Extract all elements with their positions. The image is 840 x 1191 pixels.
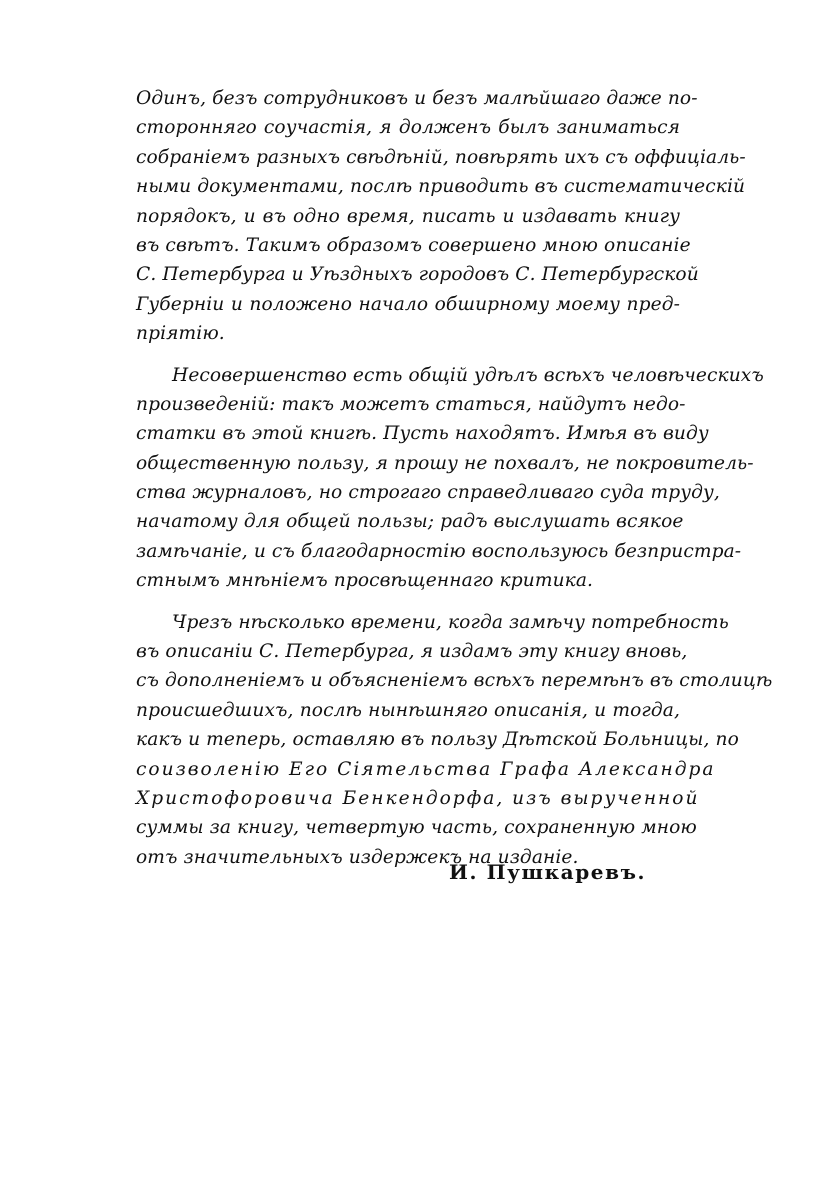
text-line: съ дополненіемъ и объясненіемъ всѣхъ перемѣнъ въ столицѣ [136,670,773,692]
text-line: происшедшихъ, послѣ нынѣшняго описанія, и тогда, [136,699,680,721]
text-line: порядокъ, и въ одно время, писать и издавать книгу [136,205,680,227]
text-line: С. Петербурга и Уѣздныхъ городовъ С. Петербургской [136,264,699,286]
text-line: Чрезъ нѣсколько времени, когда замѣчу потребность [172,611,729,633]
text-line: Несовершенство есть общій удѣлъ всѣхъ человѣческихъ [172,364,764,386]
text-line: суммы за книгу, четвертую часть, сохраненную мною [136,817,697,839]
paragraph-3 [136,608,773,873]
text-line: ными документами, послѣ приводить въ систематическій [136,176,746,198]
text-line: отъ значительныхъ издержекъ на изданіе. [136,846,579,868]
text-line: общественную пользу, я прошу не похвалъ, не покровитель- [136,452,754,474]
text-line: въ описаніи С. Петербурга, я издамъ эту книгу вновь, [136,641,688,663]
text-line: въ свѣтъ. Такимъ образомъ совершено мною описаніе [136,234,691,256]
text-line: Христофоровича Бенкендорфа, изъ вырученной [136,787,700,809]
text-line: начатому для общей пользы; радъ выслушать всякое [136,511,684,533]
text-line: замѣчаніе, и съ благодарностію воспользуюсь безпристра- [136,540,742,562]
text-line: собраніемъ разныхъ свѣдѣній, повѣрять ихъ съ оффиціаль- [136,146,746,168]
text-line: ства журналовъ, но строгаго справедливаго суда труду, [136,482,720,504]
text-line: статки въ этой книгѣ. Пусть находятъ. Имѣя въ виду [136,423,709,445]
preface-text [136,84,773,872]
text-line: Одинъ, безъ сотрудниковъ и безъ малѣйшаго даже по- [136,88,698,109]
text-line: сторонняго соучастія, я долженъ былъ заниматься [136,117,680,139]
text-line: какъ и теперь, оставляю въ пользу Дѣтской Больницы, по [136,729,739,751]
text-line: соизволенію Его Сіятельства Графа Александра [136,758,716,780]
paragraph-1 [136,84,746,349]
paragraph-2 [136,361,764,596]
author-signature: И. Пушкаревъ. [449,860,647,884]
text-line: пріятію. [136,323,225,345]
text-line: Губерніи и положено начало обширному моему пред- [136,293,680,315]
text-line: стнымъ мнѣніемъ просвѣщеннаго критика. [136,570,594,592]
text-line: произведеній: такъ можетъ статься, найдутъ недо- [136,393,686,415]
